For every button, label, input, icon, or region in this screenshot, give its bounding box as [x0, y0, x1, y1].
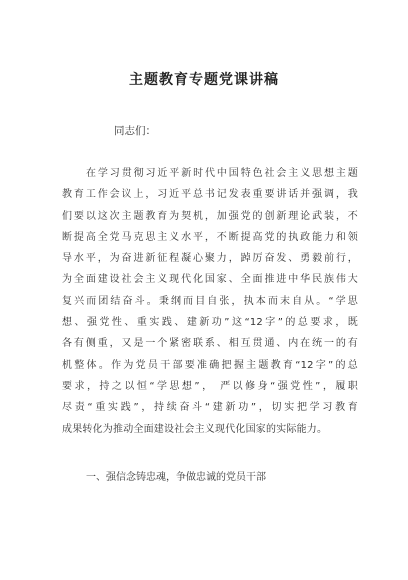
salutation: 同志们：: [114, 125, 156, 137]
paragraph-line: 们要以这次主题教育为契机，加强党的创新理论武装，不: [62, 210, 358, 222]
paragraph-line: 导水平，为奋进新征程凝心聚力，踔厉奋发、勇毅前行，: [62, 253, 358, 265]
paragraph-line: 想、强党性、重实践、建新功”这“12字”的总要求，既: [62, 317, 358, 329]
paragraph-line: 教育工作会议上，习近平总书记发表重要讲话并强调，我: [62, 189, 358, 201]
body-paragraph: [62, 163, 358, 440]
paragraph-line: 为全面建设社会主义现代化国家、全面推进中华民族伟大: [62, 274, 358, 286]
paragraph-line: 要求，持之以恒“学思想”， 严以修身“强党性”，履职: [62, 380, 358, 392]
paragraph-line: 机整体。作为党员干部要准确把握主题教育“12字”的总: [62, 359, 358, 371]
paragraph-line: 成果转化为推动全面建设社会主义现代化国家的实际能力。: [62, 423, 328, 435]
document-title: 主题教育专题党课讲稿: [129, 72, 279, 88]
paragraph-line: 各有侧重，又是一个紧密联系、相互贯通、内在统一的有: [62, 338, 358, 350]
paragraph-line: 断提高全党马克思主义水平，不断提高党的执政能力和领: [62, 231, 358, 243]
paragraph-line: 复兴而团结奋斗。秉纲而目自张，执本而末自从。“学思: [62, 295, 358, 307]
paragraph-line: 尽责“重实践”，持续奋斗“建新功”，切实把学习教育: [62, 402, 358, 414]
paragraph-line: 在学习贯彻习近平新时代中国特色社会主义思想主题: [86, 168, 358, 179]
section-heading: 一、强信念铸忠魂，争做忠诚的党员干部: [86, 472, 266, 483]
